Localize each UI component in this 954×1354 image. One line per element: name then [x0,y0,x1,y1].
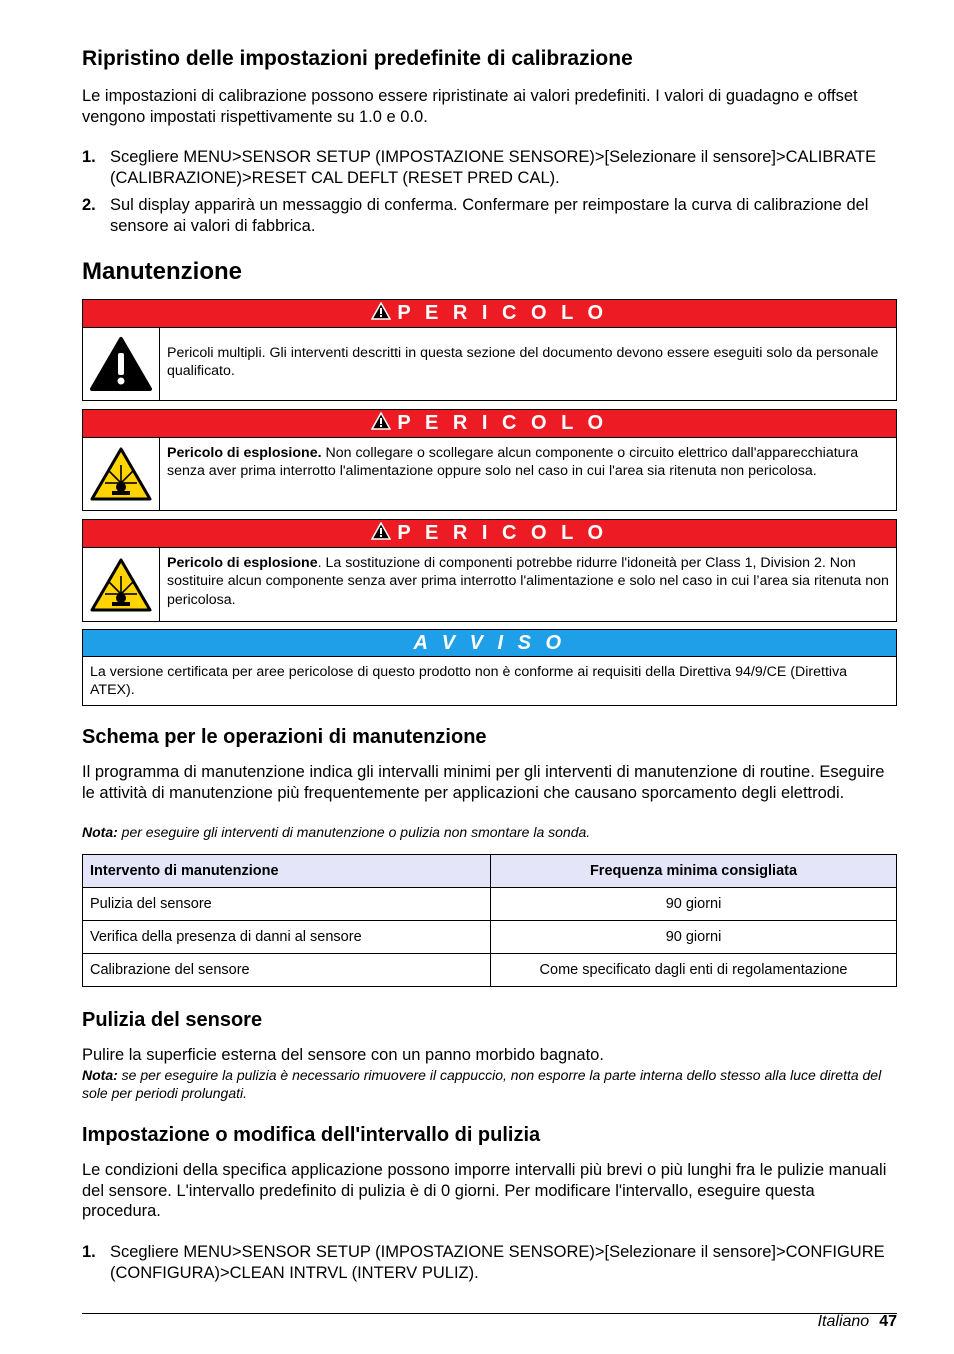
schema-note [82,823,897,841]
table-row [83,888,897,921]
danger-text [160,438,896,510]
notice-header: A V V I S O [83,630,896,657]
intervallo-intro-paragraph: Le condizioni della specifica applicazione possono imporre intervalli più brevi o più lunghi fra le pulizie manuali del sensore. L'intervallo predefinito di pulizia è di 0 giorni. Per modificare l'intervallo, eseguire questa procedura. [82,1161,887,1220]
table-row [83,921,897,954]
step-number: 1. [82,1243,96,1261]
notice-text: La versione certificata per aree pericolose di questo prodotto non è conforme ai requisiti della Direttiva 94/9/CE (Direttiva ATEX). [90,664,848,699]
section-title-pulizia: Pulizia del sensore [82,1009,263,1031]
step-text: Sul display apparirà un messaggio di conferma. Confermare per reimpostare la curva di calibrazione del sensore ai valori di fabbrica. [110,196,869,235]
table-cell: Pulizia del sensore [83,888,491,921]
table-row [83,954,897,987]
table-cell: 90 giorni [491,888,897,921]
table-header-row [83,855,897,888]
pulizia-note [82,1066,897,1102]
footer-divider [82,1313,897,1314]
note-label: Nota: [82,824,118,840]
table-cell: Calibrazione del sensore [83,954,491,987]
reset-step-1 [82,147,897,188]
danger-box-explosion-2 [82,519,897,622]
danger-header [83,300,896,328]
step-number: 2. [82,196,96,214]
notice-box-atex [82,629,897,706]
danger-header [83,410,896,438]
danger-text-body: Pericoli multipli. Gli interventi descritti in questa sezione del documento devono essere eseguiti solo da personale qualificato. [167,345,879,380]
footer-language: Italiano [817,1313,870,1330]
section-title-intervallo: Impostazione o modifica dell'intervallo di pulizia [82,1124,541,1146]
danger-text-bold: Pericolo di esplosione. [167,445,322,461]
danger-text-body: Non collegare o scollegare alcun componente o circuito elettrico dall'apparecchiatura senza aver prima interrotto l'alimentazione oppure solo nel caso in cui l'area sia ritenuta non pericolosa. [167,445,859,480]
table-cell: 90 giorni [491,921,897,954]
danger-text [160,548,896,621]
danger-header-label: P E R I C O L O [397,522,608,544]
danger-text-bold: Pericolo di esplosione [167,555,318,571]
danger-box-multiple-hazards [82,299,897,401]
page-footer [818,1312,897,1332]
note-text: per eseguire gli interventi di manutenzione o pulizia non smontare la sonda. [117,824,591,840]
intervallo-step-1 [82,1242,897,1283]
step-text: Scegliere MENU>SENSOR SETUP (IMPOSTAZIONE SENSORE)>[Selezionare il sensore]>CALIBRATE (CALIBRAZIONE)>RESET CAL DEFLT (RESET PRED CAL). [110,148,877,187]
step-text: Scegliere MENU>SENSOR SETUP (IMPOSTAZIONE SENSORE)>[Selezionare il sensore]>CONFIGURE (CONFIGURA)>CLEAN INTRVL (INTERV PULIZ). [110,1243,885,1282]
warning-triangle-icon [371,302,391,326]
pulizia-paragraph: Pulire la superficie esterna del sensore con un panno morbido bagnato. [82,1046,604,1064]
warning-triangle-icon [371,412,391,436]
reset-intro-paragraph: Le impostazioni di calibrazione possono essere ripristinate ai valori predefiniti. I valori di guadagno e offset vengono impostati rispettivamente su 1.0 e 0.0. [82,87,858,126]
general-warning-icon [83,328,160,400]
column-header-intervento: Intervento di manutenzione [83,855,491,888]
section-title-manutenzione: Manutenzione [82,258,242,285]
danger-header-label: P E R I C O L O [397,412,608,434]
explosion-icon [83,548,160,621]
table-cell: Verifica della presenza di danni al sensore [83,921,491,954]
danger-header-label: P E R I C O L O [397,302,608,324]
section-title-schema: Schema per le operazioni di manutenzione [82,726,487,748]
reset-step-2 [82,195,897,236]
section-title-reset-calibration: Ripristino delle impostazioni predefinite di calibrazione [82,47,633,70]
maintenance-schedule-table [82,854,897,987]
step-number: 1. [82,148,96,166]
note-text: se per eseguire la pulizia è necessario rimuovere il cappuccio, non esporre la parte interna dello stesso alla luce diretta del sole per periodi prolungati. [82,1067,882,1101]
column-header-frequenza: Frequenza minima consigliata [491,855,897,888]
note-label: Nota: [82,1067,118,1083]
danger-header [83,520,896,548]
danger-box-explosion-1 [82,409,897,511]
page-number: 47 [879,1313,897,1330]
warning-triangle-icon [371,522,391,546]
explosion-icon [83,438,160,510]
table-cell: Come specificato dagli enti di regolamentazione [491,954,897,987]
danger-text [160,328,896,400]
danger-text-body: . La sostituzione di componenti potrebbe ridurre l'idoneità per Class 1, Division 2. Non sostituire alcun componente senza aver prima interrotto l'alimentazione e solo nel caso in cui l’area sia ritenuta non pericolosa. [167,555,889,608]
schema-intro-paragraph: Il programma di manutenzione indica gli intervalli minimi per gli interventi di manutenzione di routine. Eseguire le attività di manutenzione più frequentemente per applicazioni che causano sporcamento degli elettrodi. [82,763,885,802]
